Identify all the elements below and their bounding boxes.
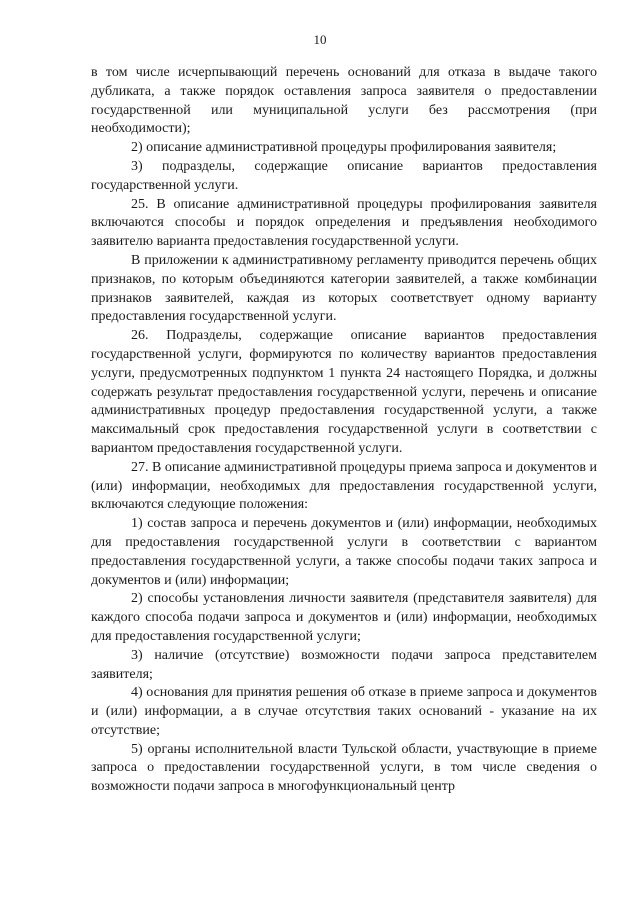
paragraph-item-3-representative: 3) наличие (отсутствие) возможности подачи запроса представителем заявителя; — [91, 647, 597, 682]
paragraph-item-5-authorities: 5) органы исполнительной власти Тульской области, участвующие в приеме запроса о предоставлении государственной услуги, в том числе сведения о возможности подачи запроса в многофункциональный центр — [91, 741, 597, 795]
paragraph-item-3-subsections: 3) подразделы, содержащие описание вариантов предоставления государственной услуги. — [91, 158, 597, 193]
paragraph-clause-26: 26. Подразделы, содержащие описание вариантов предоставления государственной услуги, формируются по количеству вариантов предоставления услуги, предусмотренных подпунктом 1 пункта 24 настоящего Порядка, и должны содержать результат предоставления государственной услуги, перечень и описание административных процедур предоставления государственной услуги, а также максимальный срок предоставления государственной услуги в соответствии с вариантом предоставления государственной услуги. — [91, 328, 597, 456]
page-number: 10 — [313, 32, 327, 47]
paragraph-clause-27: 27. В описание административной процедуры приема запроса и документов и (или) информации, необходимых для предоставления государственной услуги, включаются следующие положения: — [91, 459, 597, 513]
paragraph-item-2-profiling: 2) описание административной процедуры профилирования заявителя; — [131, 140, 557, 156]
paragraph-continuation: в том числе исчерпывающий перечень оснований для отказа в выдаче такого дубликата, а также порядок оставления запроса заявителя о предоставлении государственной или муниципальной услуги без рассмотрения (при необходимости); — [91, 65, 597, 137]
paragraph-clause-25: 25. В описание административной процедуры профилирования заявителя включаются способы и порядок определения и предъявления необходимого заявителю варианта предоставления государственной услуги. — [91, 196, 597, 250]
document-body — [91, 64, 597, 797]
paragraph-appendix-note: В приложении к административному регламенту приводится перечень общих признаков, по которым объединяются категории заявителей, а также комбинации признаков заявителей, каждая из которых соответствует одному варианту предоставления государственной услуги. — [91, 252, 597, 325]
paragraph-item-2-identity: 2) способы установления личности заявителя (представителя заявителя) для каждого способа подачи запроса и документов и (или) информации, необходимых для предоставления государственной услуги; — [91, 591, 597, 644]
paragraph-item-4-refusal-grounds: 4) основания для принятия решения об отказе в приеме запроса и документов и (или) информации, а в случае отсутствия таких оснований - указание на их отсутствие; — [91, 685, 597, 738]
paragraph-item-1-request-composition: 1) состав запроса и перечень документов и (или) информации, необходимых для предоставления государственной услуги в соответствии с вариантом предоставления государственной услуги, а также способы подачи таких запроса и документов и (или) информации; — [91, 516, 597, 588]
